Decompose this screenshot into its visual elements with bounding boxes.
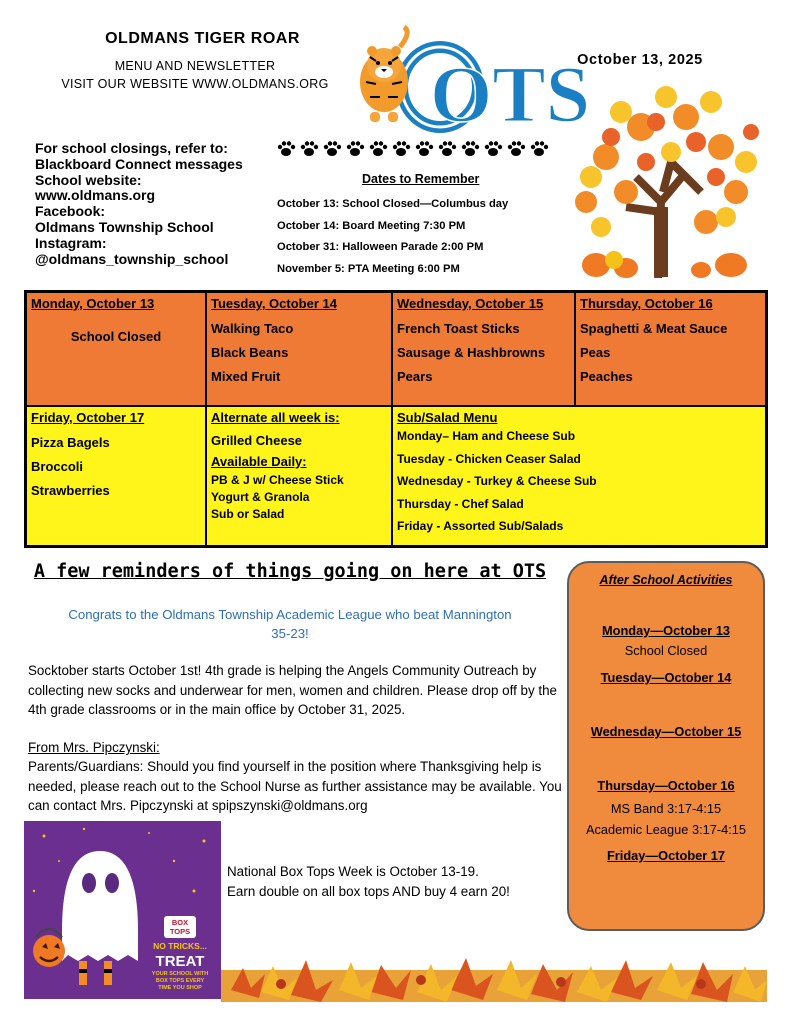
paw-icon [459, 138, 481, 160]
menu-day-heading: Monday, October 13 [31, 296, 155, 311]
jack-o-lantern-icon [33, 929, 65, 967]
box-tops-tagline [142, 971, 218, 992]
alternate-item: Grilled Cheese [211, 433, 303, 448]
sub-salad-item: Thursday - Chef Salad [397, 496, 524, 511]
menu-item: Mixed Fruit [211, 369, 281, 384]
socktober-paragraph: Socktober starts October 1st! 4th grade is helping the Angels Community Outreach by collecting new socks and underwear for men, women and children. Please drop off by the 4th grade classrooms or in the main office by October 31, 2025. [28, 663, 557, 717]
tagline-line: YOUR SCHOOL WITH [151, 971, 209, 977]
paw-icon [390, 138, 412, 160]
closings-line: Facebook: [35, 203, 106, 220]
after-school-note: MS Band 3:17-4:15 [610, 801, 722, 816]
ghost-icon [62, 851, 138, 985]
menu-cell-wednesday [392, 292, 575, 406]
paw-icon [321, 138, 343, 160]
closings-line: Blackboard Connect messages [35, 155, 243, 172]
box-tops-line: National Box Tops Week is October 13-19. [227, 864, 479, 879]
school-logo [352, 27, 591, 139]
paw-print-divider [275, 138, 555, 164]
newsletter-subtitle-block [45, 57, 345, 93]
dates-to-remember-heading: Dates to Remember [362, 172, 480, 186]
after-school-note: School Closed [624, 643, 708, 658]
menu-item: Walking Taco [211, 321, 294, 336]
tagline-line: BOX TOPS EVERY [155, 978, 205, 984]
after-school-day: Monday—October 13 [602, 623, 730, 638]
menu-cell-tuesday [206, 292, 392, 406]
box-tops-info [227, 862, 510, 901]
reminders-heading: A few reminders of things going on here at OTS [33, 561, 547, 582]
box-tops-line: Earn double on all box tops AND buy 4 earn 20! [227, 883, 510, 899]
paw-icon [275, 138, 297, 160]
dates-to-remember-list [277, 194, 508, 280]
after-school-activities-panel [567, 561, 765, 931]
daily-item: Sub or Salad [211, 507, 285, 521]
date-item: October 31: Halloween Parade 2:00 PM [277, 241, 484, 253]
alternate-heading: Alternate all week is: [211, 410, 340, 425]
closings-line: Instagram: [35, 234, 107, 251]
sub-salad-item: Monday– Ham and Cheese Sub [397, 429, 576, 443]
available-daily-heading: Available Daily: [211, 454, 307, 469]
treat-text: TREAT [155, 953, 205, 970]
menu-cell-thursday [575, 292, 766, 406]
school-closings-info [35, 141, 275, 267]
closings-line: For school closings, refer to: [35, 140, 228, 156]
menu-day-heading: Wednesday, October 15 [397, 296, 544, 311]
no-tricks-text: NO TRICKS... [153, 941, 207, 951]
date-item: October 14: Board Meeting 7:30 PM [277, 219, 466, 232]
sub-salad-item: Friday - Assorted Sub/Salads [397, 519, 564, 533]
lunch-menu-table [24, 290, 768, 548]
paw-icon [505, 138, 527, 160]
after-school-day: Wednesday—October 15 [590, 724, 742, 739]
menu-item: Pizza Bagels [31, 435, 110, 450]
menu-item: Spaghetti & Meat Sauce [580, 321, 728, 336]
website-link[interactable]: VISIT OUR WEBSITE WWW.OLDMANS.ORG [61, 77, 329, 91]
daily-item: Yogurt & Granola [211, 490, 310, 504]
menu-day-heading: Tuesday, October 14 [211, 296, 337, 311]
academic-league-congrats: Congrats to the Oldmans Township Academic League who beat Mannington 35-23! [68, 607, 512, 641]
date-item: October 13: School Closed—Columbus day [277, 198, 509, 210]
menu-item: Peaches [580, 369, 633, 384]
paw-icon [528, 138, 550, 160]
after-school-day: Thursday—October 16 [597, 778, 735, 793]
autumn-tree-illustration [566, 82, 766, 278]
nurse-heading: From Mrs. Pipczynski: [28, 740, 160, 755]
closings-facebook-link[interactable]: Oldmans Township School [35, 218, 214, 235]
box-tops-logo-line: TOPS [169, 927, 191, 936]
closings-line: School website: [35, 171, 142, 188]
daily-item: PB & J w/ Cheese Stick [211, 473, 344, 487]
closings-website-link[interactable]: www.oldmans.org [35, 187, 156, 204]
menu-item: French Toast Sticks [397, 321, 520, 336]
newsletter-date: October 13, 2025 [577, 52, 703, 68]
sub-salad-item: Wednesday - Turkey & Cheese Sub [397, 474, 597, 488]
paw-icon [344, 138, 366, 160]
paw-icon [482, 138, 504, 160]
box-tops-logo-line: BOX [171, 918, 189, 927]
newsletter-title: OLDMANS TIGER ROAR [105, 30, 300, 47]
menu-cell-monday [26, 292, 206, 406]
menu-cell-sub-salad [392, 406, 766, 546]
menu-item: Broccoli [31, 459, 84, 474]
after-school-day: Tuesday—October 14 [600, 670, 732, 685]
date-item: November 5: PTA Meeting 6:00 PM [277, 262, 460, 275]
logo-letters: OTS [430, 51, 591, 139]
menu-item: Pears [397, 369, 433, 384]
paw-icon [436, 138, 458, 160]
paw-icon [413, 138, 435, 160]
menu-cell-alternate [206, 406, 392, 546]
menu-item: Sausage & Hashbrowns [397, 345, 546, 360]
paw-icon [298, 138, 320, 160]
menu-item: Peas [580, 345, 611, 360]
menu-cell-friday [26, 406, 206, 546]
paw-icon [367, 138, 389, 160]
menu-item: Black Beans [211, 345, 289, 360]
after-school-heading: After School Activities [599, 573, 733, 587]
after-school-note: Academic League 3:17-4:15 [585, 822, 747, 837]
nurse-paragraph: Parents/Guardians: Should you find yourself in the position where Thanksgiving help is needed, please reach out to the School Nurse as further assistance may be available. You can contact Mrs. Pipczynski at spipszynski@oldmans.org [28, 759, 562, 813]
autumn-leaves-border [221, 940, 767, 1002]
after-school-day: Friday—October 17 [606, 848, 726, 863]
menu-item: School Closed [70, 329, 162, 344]
sub-salad-item: Tuesday - Chicken Ceaser Salad [397, 451, 581, 466]
box-tops-ad-image [24, 821, 221, 999]
tagline-line: TIME YOU SHOP [158, 985, 202, 991]
newsletter-subtitle: MENU AND NEWSLETTER [114, 59, 276, 73]
menu-day-heading: Friday, October 17 [31, 410, 145, 425]
closings-instagram-link[interactable]: @oldmans_township_school [35, 250, 229, 267]
menu-day-heading: Thursday, October 16 [580, 296, 713, 311]
sub-salad-heading: Sub/Salad Menu [397, 410, 498, 425]
box-tops-logo [164, 916, 196, 938]
menu-item: Strawberries [31, 483, 110, 498]
